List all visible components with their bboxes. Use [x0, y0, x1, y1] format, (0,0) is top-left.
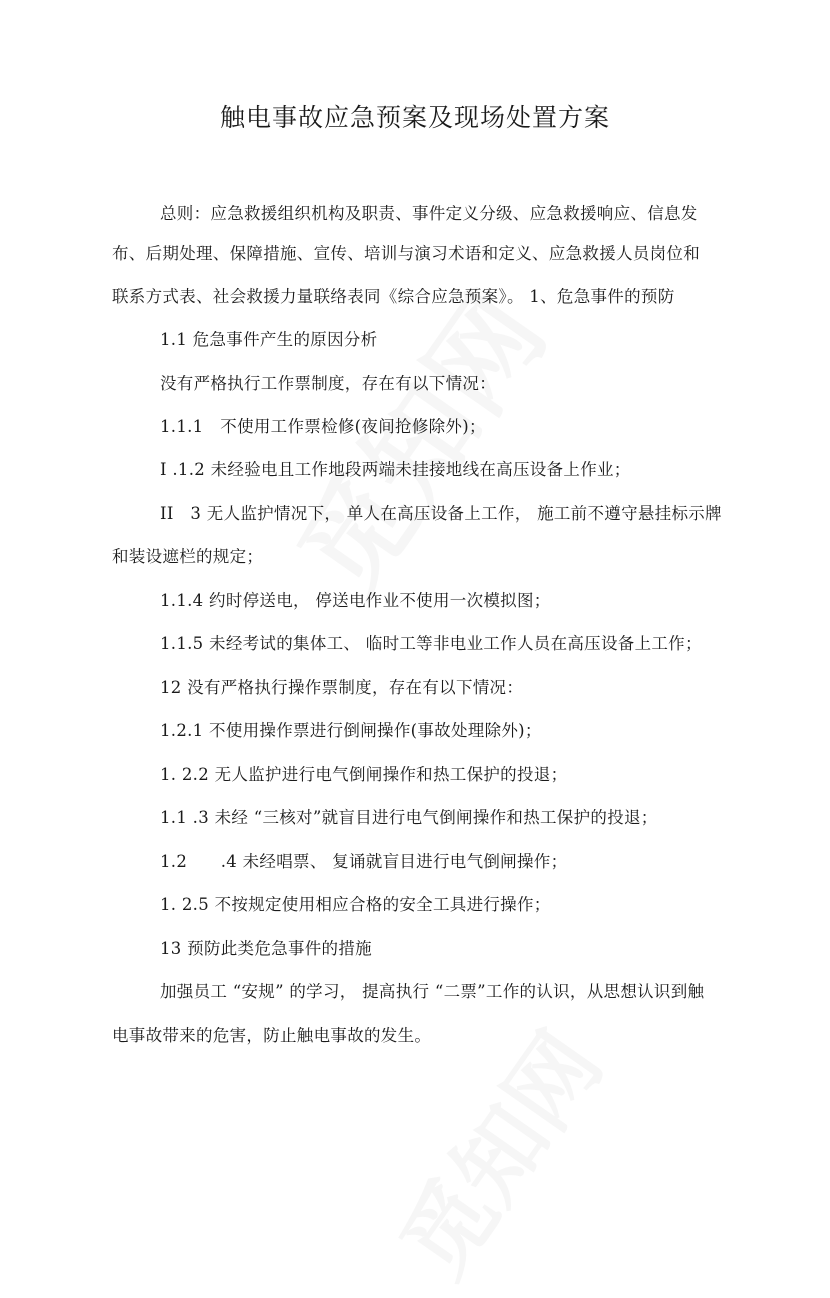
watermark: [256, 259, 575, 620]
list-item: 1. 2.5 不按规定使用相应合格的安全工具进行操作；: [160, 895, 551, 914]
list-item: 1.1 .3 未经 “三核对”就盲目进行电气倒闸操作和热工保护的投退；: [160, 808, 658, 827]
list-item: I .1.2 未经验电且工作地段两端未挂接地线在高压设备上作业；: [160, 460, 631, 479]
list-item: 1.2 .4 未经唱票、 复诵就盲目进行电气倒闸操作；: [160, 852, 568, 871]
list-item: 1.1.4 约时停送电， 停送电作业不使用一次模拟图；: [160, 591, 551, 610]
list-item: II 3 无人监护情况下， 单人在高压设备上工作， 施工前不遵守悬挂标示牌: [160, 504, 722, 523]
paragraph-line: 布、后期处理、保障措施、宣传、培训与演习术语和定义、应急救援人员岗位和: [112, 244, 700, 263]
list-item-continuation: 和装设遮栏的规定；: [112, 547, 264, 566]
section-heading: 12 没有严格执行操作票制度，存在有以下情况：: [160, 678, 524, 697]
section-heading: 1.1 危急事件产生的原因分析: [160, 330, 378, 349]
list-item: 1. 2.2 无人监护进行电气倒闸操作和热工保护的投退；: [160, 765, 568, 784]
document-title: 触电事故应急预案及现场处置方案: [219, 103, 610, 132]
paragraph-line: 联系方式表、社会救援力量联络表同《综合应急预案》。 1、危急事件的预防: [112, 287, 675, 306]
paragraph-line: 电事故带来的危害，防止触电事故的发生。: [112, 1026, 432, 1045]
list-item: 1.1.1 不使用工作票检修(夜间抢修除外)；: [160, 417, 486, 436]
paragraph-line: 总则：应急救援组织机构及职责、事件定义分级、应急救援响应、信息发: [160, 204, 698, 223]
list-item: 1.1.5 未经考试的集体工、 临时工等非电业工作人员在高压设备上工作；: [160, 634, 702, 653]
paragraph-line: 没有严格执行工作票制度，存在有以下情况：: [160, 374, 496, 393]
section-heading: 13 预防此类危急事件的措施: [160, 939, 372, 958]
watermark: [364, 1002, 625, 1298]
list-item: 1.2.1 不使用操作票进行倒闸操作(事故处理除外)；: [160, 721, 542, 740]
paragraph-line: 加强员工 “安规” 的学习， 提高执行 “二票”工作的认识，从思想认识到触: [160, 982, 705, 1001]
